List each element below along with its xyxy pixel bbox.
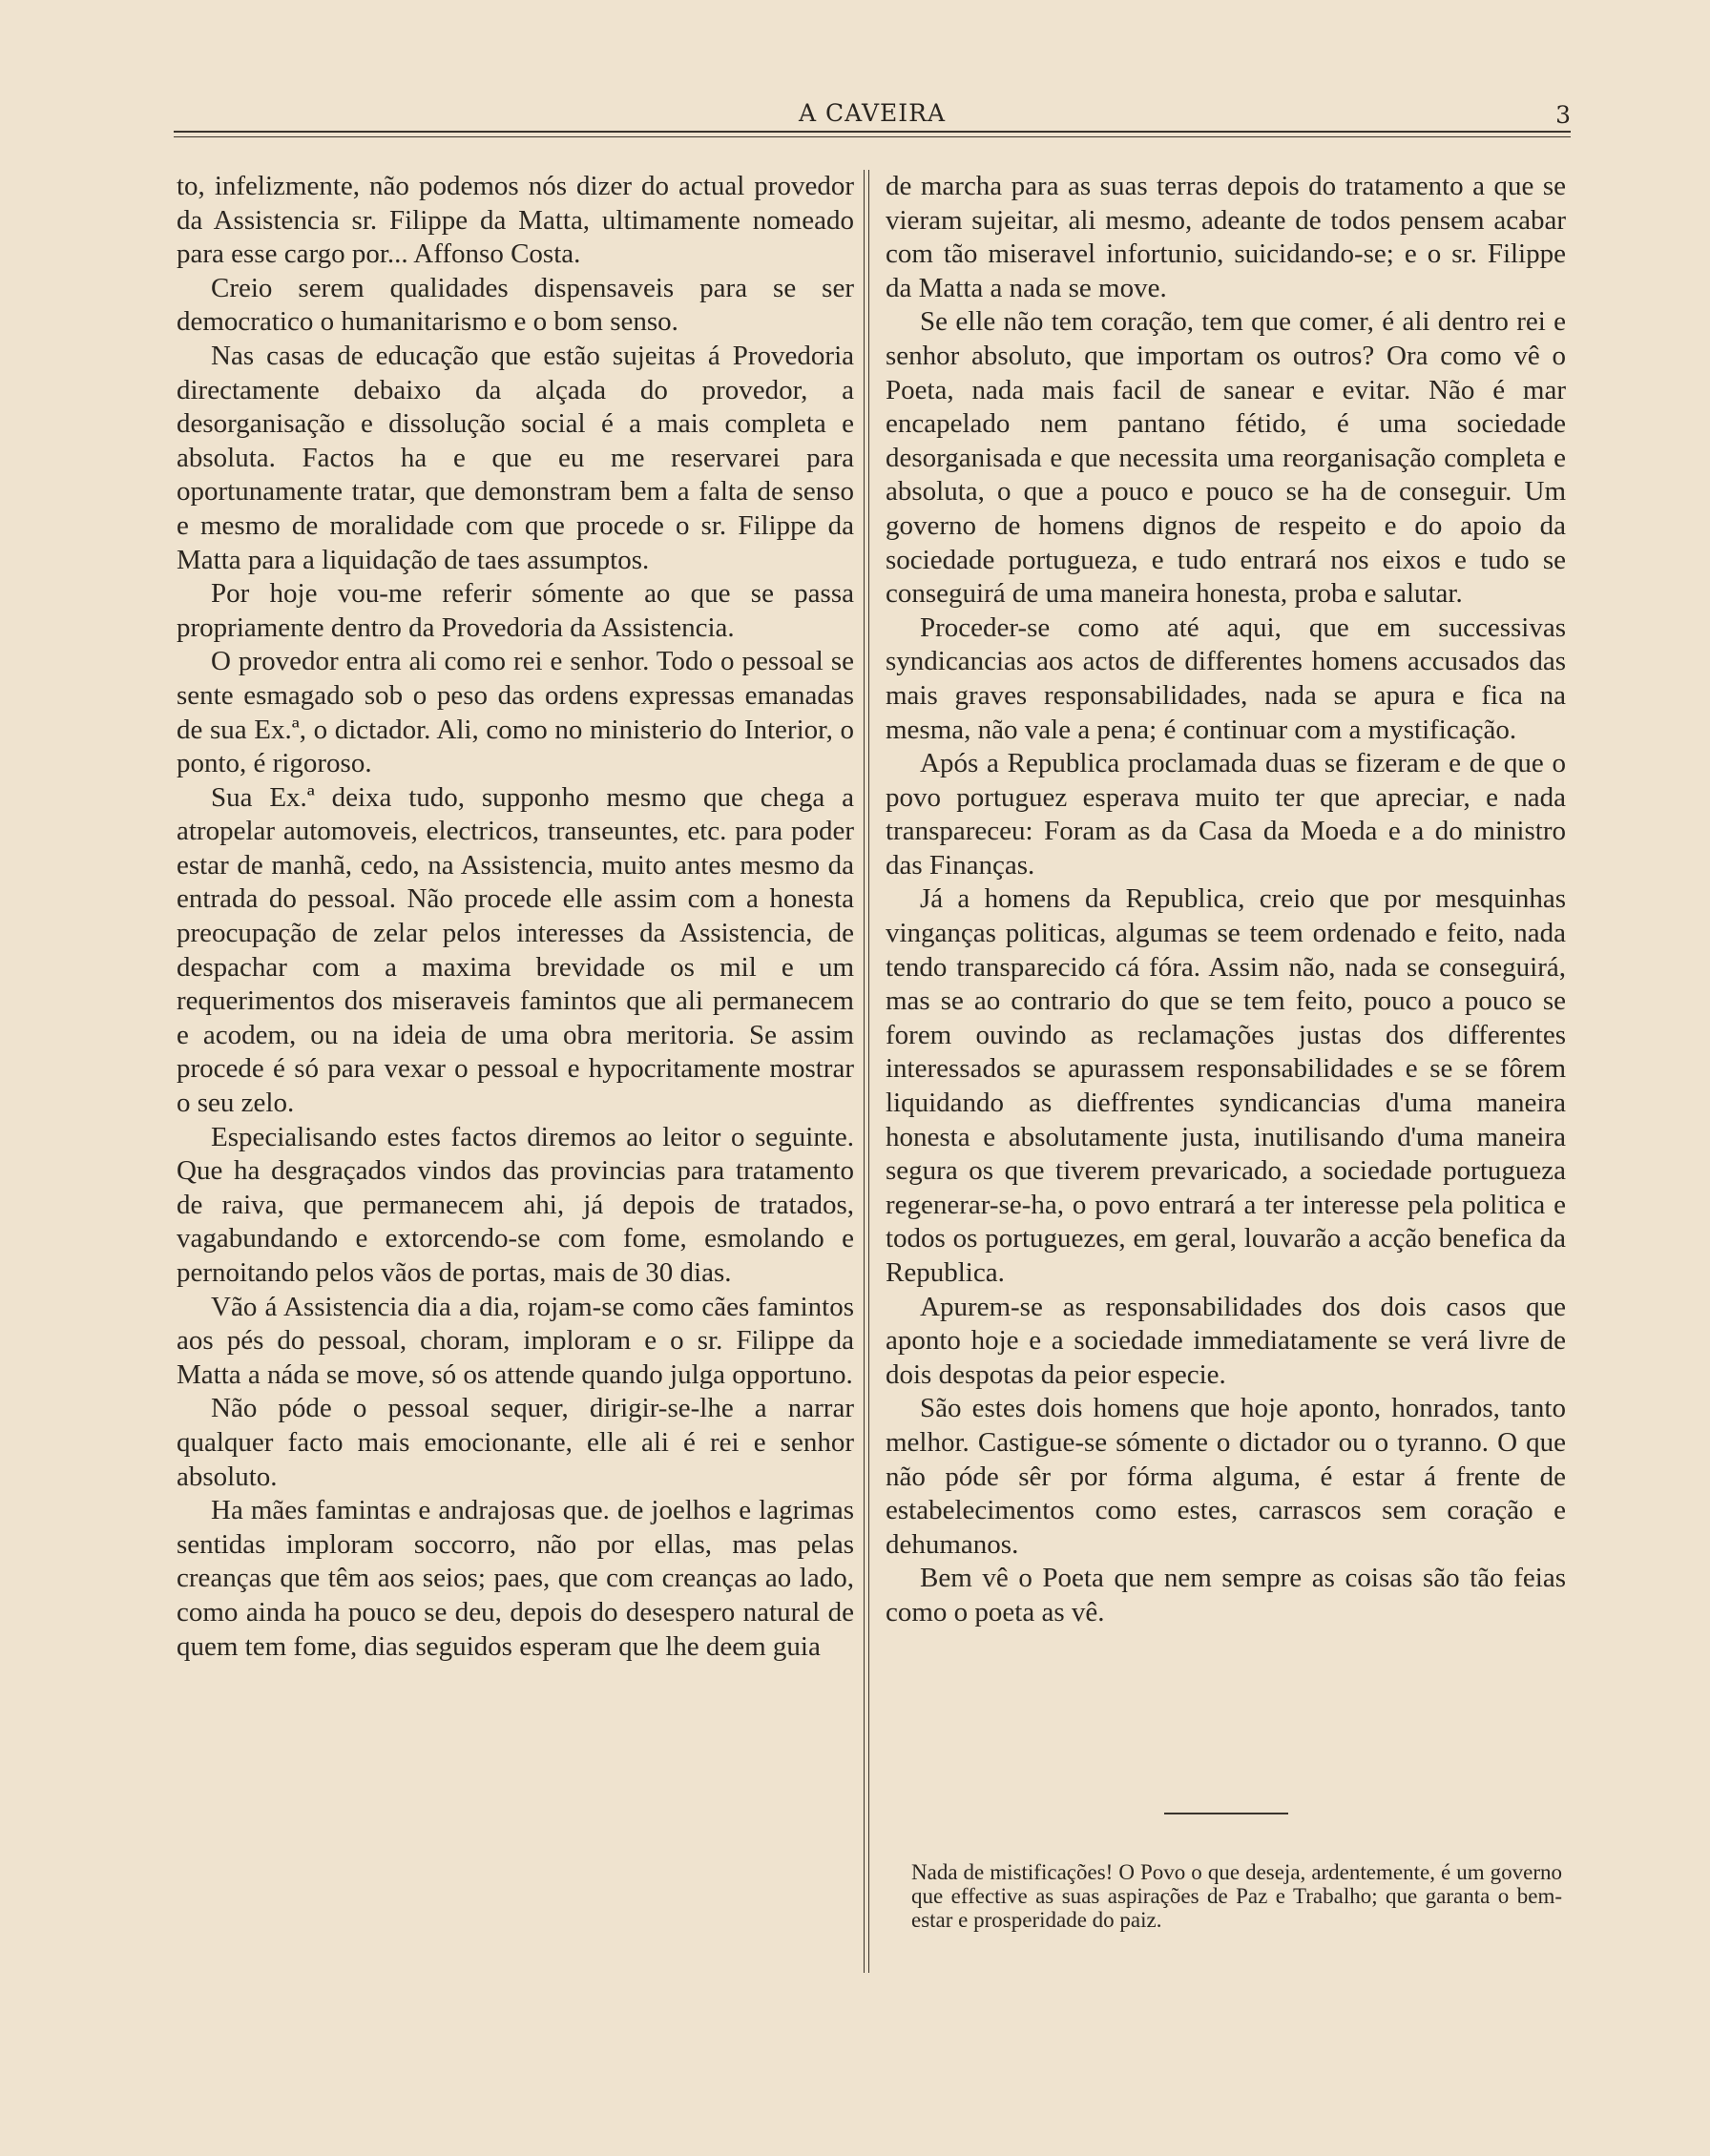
section-rule [1164,1813,1288,1814]
paragraph: Bem vê o Poeta que nem sempre as coisas são tão feias como o poeta as vê. [886,1563,1566,1627]
paragraph: Sua Ex.ª deixa tudo, supponho mesmo que chega a atropelar automoveis, electricos, transeuntes, etc. para poder estar de manhã, cedo, na Assistencia, muito antes mesmo da entrada do pessoal. Não procede elle assim com a honesta preocupação de zelar pelos interesses da Assistencia, de despachar com a maxima brevidade os mil e um requerimentos dos miseraveis famintos que ali permanecem e acodem, ou na ideia de uma obra meritoria. Se assim procede é só para vexar o pessoal e hypocritamente mostrar o seu zelo. [177,781,854,1119]
running-head [174,99,1571,132]
page-number: 3 [1555,101,1571,129]
paragraph: de marcha para as suas terras depois do tratamento a que se vieram sujeitar, ali mesmo, adeante de todos pensem acabar com tão miseravel infortunio, suicidando-se; e o sr. Filippe da Matta a nada se move. [886,171,1566,303]
header-rule-thin [174,136,1571,137]
column-divider [868,170,869,1973]
paragraph: Proceder-se como até aqui, que em successivas syndicancias aos actos de differentes homens accusados das mais graves responsabilidades, nada se apura e fica na mesma, não vale a pena; é continuar com a mystificação. [886,612,1566,745]
paragraph: Não póde o pessoal sequer, dirigir-se-lhe a narrar qualquer facto mais emocionante, elle ali é rei e senhor absoluto. [177,1393,854,1492]
note-text: Nada de mistificações! O Povo o que deseja, ardentemente, é um governo que effective as suas aspirações de Paz e Trabalho; que garanta o bem-estar e prosperidade do paiz. [911,1860,1562,1932]
right-column [886,170,1566,1630]
paragraph: Apurem-se as responsabilidades dos dois casos que aponto hoje e a sociedade immediatamente se verá livre de dois despotas da peior especie. [886,1291,1566,1390]
left-column [177,170,854,1664]
paragraph: to, infelizmente, não podemos nós dizer do actual provedor da Assistencia sr. Filippe da Matta, ultimamente nomeado para esse cargo por... Affonso Costa. [177,171,854,270]
paragraph: Especialisando estes factos diremos ao leitor o seguinte. Que ha desgraçados vindos das provincias para tratamento de raiva, que permanecem ahi, já depois de tratados, vagabundando e extorcendo-se com fome, esmolando e pernoitando pelos vãos de portas, mais de 30 dias. [177,1121,854,1288]
column-divider [864,170,865,1973]
paragraph: O provedor entra ali como rei e senhor. Todo o pessoal se sente esmagado sob o peso das ordens expressas emanadas de sua Ex.ª, o dictador. Ali, como no ministerio do Interior, o ponto, é rigoroso. [177,646,854,779]
header-rule [174,131,1571,133]
paragraph: Já a homens da Republica, creio que por mesquinhas vinganças politicas, algumas se teem ordenado e feito, nada tendo transparecido cá fóra. Assim não, nada se conseguirá, mas se ao contrario do que se tem feito, pouco a pouco se forem ouvindo as reclamações justas dos differentes interessados se apurassem responsabilidades e se se fôrem liquidando as dieffrentes syndicancias d'uma maneira honesta e absolutamente justa, inutilisando d'uma maneira segura os que tiverem prevaricado, a sociedade portugueza regenerar-se-ha, o povo entrará a ter interesse pela politica e todos os portuguezes, em geral, louvarão a acção benefica da Republica. [886,883,1566,1288]
paragraph: São estes dois homens que hoje aponto, honrados, tanto melhor. Castigue-se sómente o dictador ou o tyranno. O que não póde sêr por fórma alguma, é estar á frente de estabelecimentos como estes, carrascos sem coração e dehumanos. [886,1393,1566,1560]
paragraph: Creio serem qualidades dispensaveis para se ser democratico o humanitarismo e o bom senso. [177,272,854,338]
publication-title: A CAVEIRA [799,99,946,127]
paragraph: Se elle não tem coração, tem que comer, é ali dentro rei e senhor absoluto, que importam os outros? Ora como vê o Poeta, nada mais facil de sanear e evitar. Não é mar encapelado nem pantano fétido, é uma sociedade desorganisada e que necessita uma reorganisação completa e absoluta, o que a pouco e pouco se ha de conseguir. Um governo de homens dignos de respeito e do apoio da sociedade portugueza, e tudo entrará nos eixos e tudo se conseguirá de uma maneira honesta, proba e salutar. [886,306,1566,610]
paragraph: Vão á Assistencia dia a dia, rojam-se como cães famintos aos pés do pessoal, choram, imploram e o sr. Filippe da Matta a náda se move, só os attende quando julga opportuno. [177,1291,854,1390]
paragraph: Após a Republica proclamada duas se fizeram e de que o povo portuguez esperava muito ter que apreciar, e nada transpareceu: Foram as da Casa da Moeda e a do ministro das Finanças. [886,748,1566,881]
paragraph: Ha mães famintas e andrajosas que. de joelhos e lagrimas sentidas imploram soccorro, não por ellas, mas pelas creanças que têm aos seios; paes, que com creanças ao lado, como ainda ha pouco se deu, depois do desespero natural de quem tem fome, dias seguidos esperam que lhe deem guia [177,1495,854,1662]
closing-note [911,1860,1562,1932]
paragraph: Por hoje vou-me referir sómente ao que se passa propriamente dentro da Provedoria da Assistencia. [177,578,854,643]
paragraph: Nas casas de educação que estão sujeitas á Provedoria directamente debaixo da alçada do provedor, a desorganisação e dissolução social é a mais completa e absoluta. Factos ha e que eu me reservarei para oportunamente tratar, que demonstram bem a falta de senso e mesmo de moralidade com que procede o sr. Filippe da Matta para a liquidação de taes assumptos. [177,340,854,575]
